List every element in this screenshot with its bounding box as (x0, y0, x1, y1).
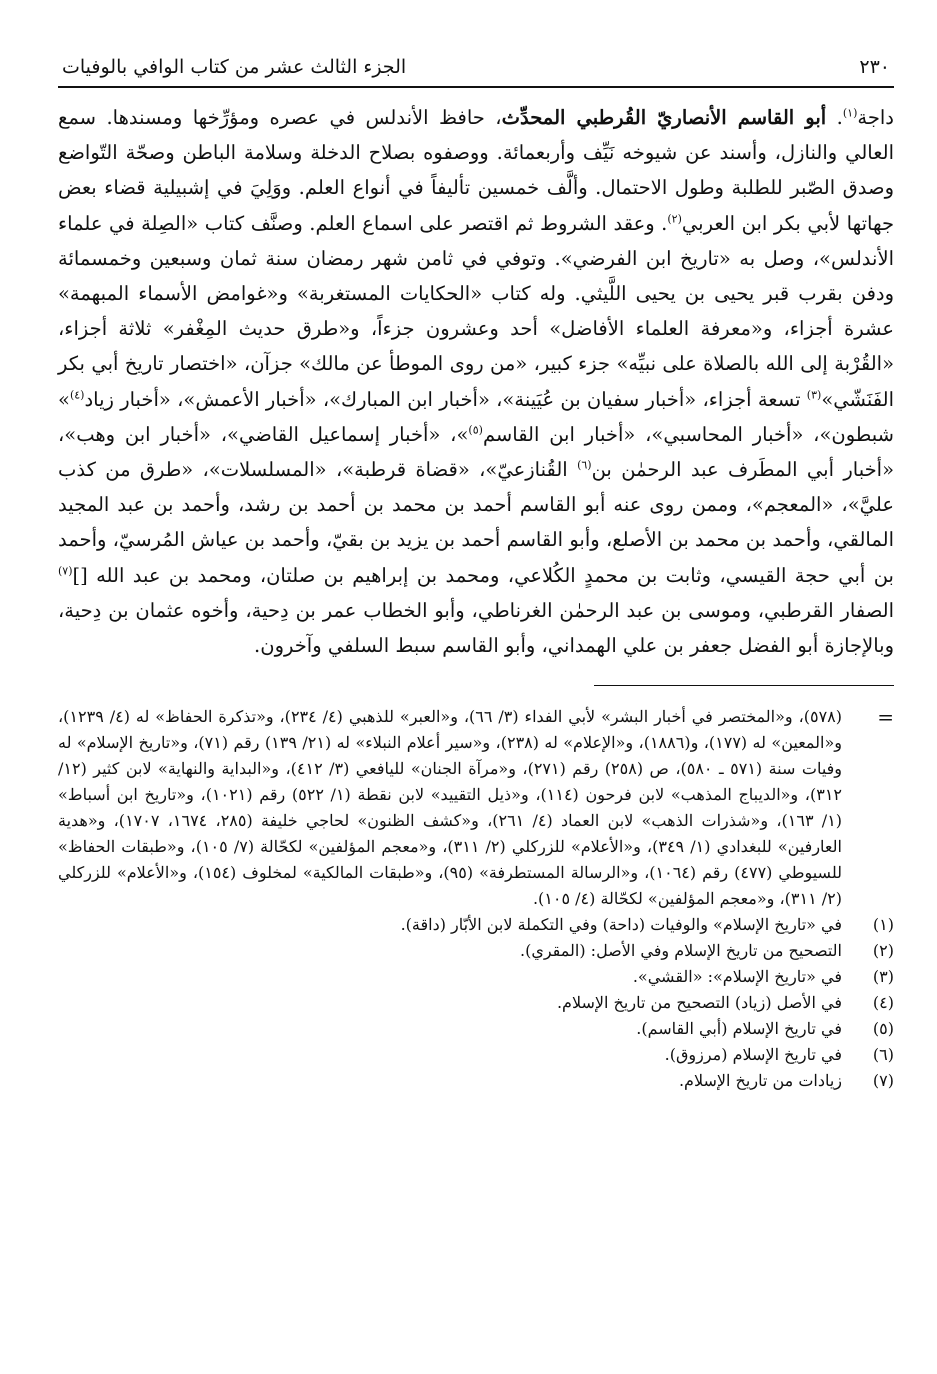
entry-text-part-5: »، «أخبار إسماعيل القاضي»، «أخبار ابن وهب»، «أخبار أبي المطَرف عبد الرحمٰن بن (58, 422, 895, 482)
footnote-text: في تاريخ الإسلام (أبي القاسم). (636, 1019, 842, 1039)
page-header (58, 40, 894, 80)
continued-footnote (58, 704, 894, 912)
note-ref-1: (١) (842, 106, 858, 120)
continued-footnote-text: (٥٧٨)، و«المختصر في أخبار البشر» لأبي الفداء (٣/ ٦٦)، و«العبر» للذهبي (٤/ ٢٣٤)، و«تذكرة الحفاظ» له (٤/ ١٢٣٩)، و«المعين» له (١٧٧)، و(١٨٨٦)، و«الإعلام» له (٢٣٨)، و«سير أعلام النبلاء» له (٢١/ ١٣٩) رقم (٧١)، و«تاريخ الإسلام» له وفيات سنة (٥٧١ ـ ٥٨٠)، ص (٢٥٨) رقم (٢٧١)، و«مرآة الجنان» لليافعي (٣/ ٤١٢)، و«البداية والنهاية» لابن كثير (١٢/ ٣١٢)، و«الديباج المذهب» لابن فرحون (١١٤)، و«ذيل التقييد» لابن نقطة (١/ ٥٢٢) رقم (١٠٢١)، و«تاريخ ابن أسباط» (١/ ١٦٣)، و«شذرات الذهب» لابن العماد (٤/ ٢٦١)، و«كشف الظنون» لحاجي خليفة (٢٨٥، ١٦٧٤، ١٧٠٧)، و«هدية العارفين» للبغدادي (١/ ٣٤٩)، و«الأعلام» للزركلي (٢/ ٣١١)، و«معجم المؤلفين» لكحّالة (٧/ ١٠٥)، و«طبقات الحفاظ» للسيوطي (٤٧٧) رقم (١٠٦٤)، و«الرسالة المستطرفة» (٩٥)، و«طبقات المالكية» لمخلوف (١٥٤)، و«الأعلام» للزركلي (٢/ ٣١١)، و«معجم المؤلفين» لكحّالة (٤/ ١٠٥). (58, 707, 843, 909)
footnote (58, 1016, 894, 1042)
footnote-number: (٦) (872, 1045, 894, 1065)
note-ref-7: (٧) (58, 564, 73, 578)
page-number: ٢٣٠ (859, 56, 890, 78)
footnote-text: في تاريخ الإسلام (مرزوق). (664, 1045, 842, 1065)
note-ref-2: (٢) (667, 212, 682, 226)
footnotes (58, 704, 894, 1094)
note-ref-3: (٣) (806, 388, 822, 402)
note-ref-4: (٤) (69, 388, 85, 402)
entry-title: أبو القاسم الأنصاريّ القُرطبي المحدِّث (501, 106, 827, 129)
footnote-text: في الأصل (زياد) التصحيح من تاريخ الإسلام. (556, 993, 842, 1013)
entry-text-part-3: تسعة أجزاء، «أخبار سفيان بن عُيَينة»، «أخبار ابن المبارك»، «أخبار الأعمش»، «أخبار زياد (84, 387, 807, 411)
note-ref-5: (٥) (468, 423, 483, 437)
footnote-number: (٥) (872, 1019, 894, 1039)
footnote (58, 1068, 894, 1094)
footnote (58, 912, 894, 938)
footnote-text: في «تاريخ الإسلام»: «القشي». (632, 967, 842, 987)
note-ref-6: (٦) (577, 458, 592, 472)
footnote (58, 938, 894, 964)
footnote (58, 964, 894, 990)
biography-entry (58, 100, 894, 663)
entry-text-part-2: . وعقد الشروط ثم اقتصر على اسماع العلم. وصنَّف كتاب «الصِلة في علماء الأندلس»، وصل به «تاريخ ابن الفرضي». وتوفي في ثامن شهر رمضان سنة ثمان وسبعين وخمسمائة ودفن بقرب قبر يحيى بن يحيى اللَّيثي. وله كتاب «الحكايات المستغربة» و«غوامض الأسماء المبهمة» عشرة أجزاء، و«معرفة العلماء الأفاضل» أحد وعشرون جزءاً، و«طرق حديث المِغْفر» ثلاثة أجزاء، «القُرْبة إلى الله بالصلاة على نبيِّه» جزء كبير، «من روى الموطأ عن مالك» جزآن، «اختصار تاريخ أبي بكر الفَنَشّي» (58, 211, 894, 411)
entry-paragraph: داجة$^{(١)}$. أبو القاسم الأنصاريّ القُرطبي المحدِّث، حافظ الأندلس في عصره ومؤرِّخها ومسندها. سمع العالي والنازل، وأسند عن شيوخه نَيِّف وأربعمائة. ووصفوه بصلاح الدخلة وسلامة الباطن وصحّة التّواضع وصدق الصّبر للطلبة وطول الاحتمال. وألَّف خمسين تأليفاً في أنواع العلم. ووَلِيَ في إشبيلية قضاء بعض جهاتها لأبي بكر ابن العربي$^{(٢)}$. وعقد الشروط ثم اقتصر على اسماع العلم. وصنَّف كتاب «الصِلة في علماء الأندلس»، وصل به «تاريخ ابن الفرضي». وتوفي في ثامن شهر رمضان سنة ثمان وسبعين وخمسمائة ودفن بقرب قبر يحيى بن يحيى اللَّيثي. وله كتاب «الحكايات المستغربة» و«غوامض الأسماء المبهمة» عشرة أجزاء، و«معرفة العلماء الأفاضل» أحد وعشرون جزءاً، و«طرق حديث المِغْفر» ثلاثة أجزاء، «القُرْبة إلى الله بالصلاة على نبيِّه» جزء كبير، «من روى الموطأ عن مالك» جزآن، «اختصار تاريخ أبي بكر الفَنَشّي»$^{(٣)}$ تسعة أجزاء، «أخبار سفيان بن عُيَينة»، «أخبار ابن المبارك»، «أخبار الأعمش»، «أخبار زياد$^{(٤)}$» شبطون»، «أخبار المحاسبي»، «أخبار ابن القاسم$^{(٥)}$»، «أخبار إسماعيل القاضي»، «أخبار ابن وهب»، «أخبار أبي المطَرف عبد الرحمٰن بن$^{(٦)}$ القُنازعيّ»، «قضاة قرطبة»، «المسلسلات»، «طرق من كذب عليَّ»، «المعجم»، وممن روى عنه أبو القاسم أحمد بن محمد بن أحمد بن رشد، وأحمد بن عبد المجيد المالقي، وأحمد بن محمد بن الأصلع، وأبو القاسم أحمد بن يزيد بن بقيّ، وأحمد بن عياش المُرسيّ، وأحمد بن أبي حجة القيسي، وثابت بن محمدٍ الكُلاعي، ومحمد بن إبراهيم بن صلتان، ومحمد بن عبد الله []$^{(٧)}$ الصفار القرطبي، وموسى بن عبد الرحمٰن الغرناطي، وأبو الخطاب عمر بن دِحية، وأخوه عثمان بن دِحية، وبالإجازة أبو الفضل جعفر بن علي الهمداني، وأبو القاسم سبط السلفي وآخرون. (58, 106, 895, 658)
footnote-number: (٣) (872, 967, 894, 987)
footnote-number: (٤) (872, 993, 894, 1013)
entry-text-part-4: » شبطون»، «أخبار المحاسبي»، «أخبار ابن القاسم (58, 387, 894, 446)
footnote (58, 1042, 894, 1068)
footnote-text: التصحيح من تاريخ الإسلام وفي الأصل: (المقري). (520, 941, 842, 961)
footnote (58, 990, 894, 1016)
entry-text-part-7: الصفار القرطبي، وموسى بن عبد الرحمٰن الغرناطي، وأبو الخطاب عمر بن دِحية، وأخوه عثمان بن دِحية، وبالإجازة أبو الفضل جعفر بن علي الهمداني، وأبو القاسم سبط السلفي وآخرون. (58, 598, 894, 658)
footnote-number: (١) (872, 915, 894, 935)
entry-intro-name: داجة (857, 106, 894, 129)
footnote-number: (٢) (872, 941, 894, 961)
continuation-marker: = (877, 705, 894, 730)
footnote-number: (٧) (872, 1071, 894, 1091)
entry-text-part-6: القُنازعيّ»، «قضاة قرطبة»، «المسلسلات»، «طرق من كذب عليَّ»، «المعجم»، وممن روى عنه أبو القاسم أحمد بن محمد بن أحمد بن رشد، وأحمد بن عبد المجيد المالقي، وأحمد بن محمد بن الأصلع، وأبو القاسم أحمد بن يزيد بن بقيّ، وأحمد بن عياش المُرسيّ، وأحمد بن أبي حجة القيسي، وثابت بن محمدٍ الكُلاعي، ومحمد بن إبراهيم بن صلتان، ومحمد بن عبد الله [] (58, 458, 894, 587)
footnote-text: زيادات من تاريخ الإسلام. (678, 1071, 842, 1091)
book-page (58, 40, 894, 1340)
running-title: الجزء الثالث عشر من كتاب الوافي بالوفيات (62, 56, 407, 78)
header-rule (58, 86, 894, 88)
entry-text-part-1: حافظ الأندلس في عصره ومؤرِّخها ومسندها. سمع العالي والنازل، وأسند عن شيوخه نَيِّف وأربعمائة. ووصفوه بصلاح الدخلة وسلامة الباطن وصحّة التّواضع وصدق الصّبر للطلبة وطول الاحتمال. وألَّف خمسين تأليفاً في أنواع العلم. ووَلِيَ في إشبيلية قضاء بعض جهاتها لأبي بكر ابن العربي (58, 106, 894, 235)
footnote-text: في «تاريخ الإسلام» والوفيات (داحة) وفي التكملة لابن الأبّار (داقة). (400, 915, 842, 935)
footnote-rule (594, 685, 894, 686)
